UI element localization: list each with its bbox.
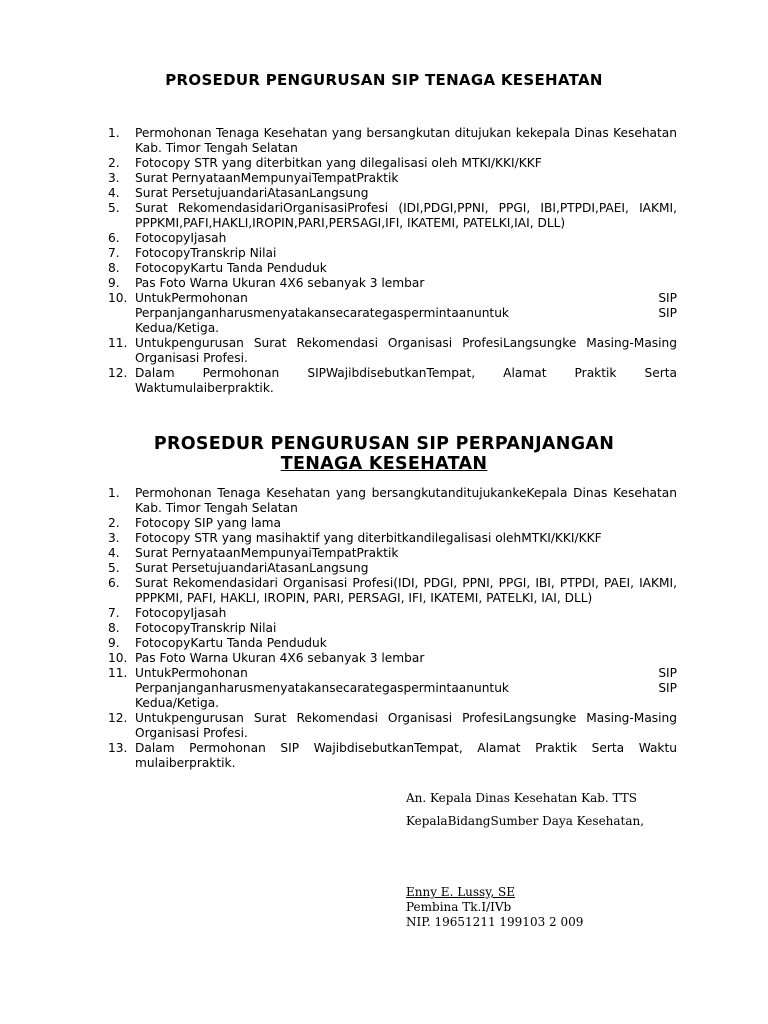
item-line (135, 306, 677, 321)
item-text: Dalam Permohonan SIP WajibdisebutkanTempat, Alamat Praktik Serta Waktu mulaiberpraktik. (135, 741, 677, 770)
section2-title (0, 434, 768, 474)
item-text: Kedua/Ketiga. (135, 321, 220, 335)
item-text: Untukpengurusan Surat Rekomendasi Organisasi ProfesiLangsungke Masing-Masing Organisasi Profesi. (135, 711, 677, 740)
item-text: Perpanjanganharusmenyatakansecarategaspermintaanuntuk (135, 306, 509, 320)
item-number: 8. (108, 261, 120, 275)
list-item (108, 666, 677, 711)
list-item (108, 636, 677, 651)
list-item (108, 486, 677, 516)
item-number: 3. (108, 171, 120, 185)
section2-list (108, 486, 677, 771)
item-number: 11. (108, 666, 128, 680)
item-number: 10. (108, 291, 128, 305)
list-item (108, 156, 677, 171)
item-number: 7. (108, 606, 120, 620)
item-text: SIP (658, 291, 677, 305)
item-text: FotocopyIjasah (135, 606, 227, 620)
list-item (108, 276, 677, 291)
item-text: Permohonan Tenaga Kesehatan yang bersangkutan ditujukan kekepala Dinas Kesehatan Kab. Timor Tengah Selatan (135, 126, 677, 155)
item-text: SIP (658, 681, 677, 695)
item-number: 7. (108, 246, 120, 260)
list-item (108, 336, 677, 366)
item-text: FotocopyKartu Tanda Penduduk (135, 636, 327, 650)
item-text: FotocopyKartu Tanda Penduduk (135, 261, 327, 275)
item-text: Permohonan Tenaga Kesehatan yang bersangkutanditujukankeKepala Dinas Kesehatan Kab. Timor Tengah Selatan (135, 486, 677, 515)
item-number: 3. (108, 531, 120, 545)
item-text: Surat PersetujuandariAtasanLangsung (135, 561, 369, 575)
item-number: 9. (108, 636, 120, 650)
list-item (108, 246, 677, 261)
list-item (108, 261, 677, 276)
item-number: 2. (108, 516, 120, 530)
list-item (108, 621, 677, 636)
item-number: 6. (108, 231, 120, 245)
item-text: Fotocopy STR yang masihaktif yang diterbitkandilegalisasi olehMTKI/KKI/KKF (135, 531, 602, 545)
item-text: Pas Foto Warna Ukuran 4X6 sebanyak 3 lembar (135, 651, 425, 665)
list-item (108, 606, 677, 621)
list-item (108, 201, 677, 231)
item-line (135, 666, 677, 681)
item-number: 1. (108, 486, 120, 500)
list-item (108, 546, 677, 561)
item-text: FotocopyTranskrip Nilai (135, 621, 277, 635)
signatory-rank: Pembina Tk.I/IVb (406, 900, 512, 914)
item-text: SIP (658, 306, 677, 320)
item-number: 9. (108, 276, 120, 290)
item-line (135, 291, 677, 306)
list-item (108, 171, 677, 186)
list-item (108, 186, 677, 201)
list-item (108, 516, 677, 531)
item-text: UntukPermohonan (135, 291, 248, 305)
item-number: 5. (108, 561, 120, 575)
signature-block (406, 885, 583, 930)
item-text: Kedua/Ketiga. (135, 696, 220, 710)
item-number: 12. (108, 366, 128, 380)
item-text: Surat PernyataanMempunyaiTempatPraktik (135, 546, 399, 560)
signatory-nip: NIP. 19651211 199103 2 009 (406, 915, 584, 929)
item-text: Surat RekomendasidariOrganisasiProfesi (IDI,PDGI,PPNI, PPGI, IBI,PTPDI,PAEI, IAKMI, PPPKMI,PAFI,HAKLI,IROPIN,PARI,PERSAGI,IFI, IKATEMI, PATELKI,IAI, DLL) (135, 201, 677, 230)
signatory-name: Enny E. Lussy, SE (406, 885, 516, 899)
item-text: Surat PernyataanMempunyaiTempatPraktik (135, 171, 399, 185)
signature-line2: KepalaBidangSumber Daya Kesehatan, (406, 814, 645, 828)
item-text: Dalam Permohonan SIPWajibdisebutkanTempat, Alamat Praktik Serta Waktumulaiberpraktik. (135, 366, 677, 395)
item-text: Perpanjanganharusmenyatakansecarategaspermintaanuntuk (135, 681, 509, 695)
section1-title: PROSEDUR PENGURUSAN SIP TENAGA KESEHATAN (165, 71, 603, 89)
item-text: Fotocopy SIP yang lama (135, 516, 282, 530)
item-text: Surat PersetujuandariAtasanLangsung (135, 186, 369, 200)
list-item (108, 561, 677, 576)
item-number: 6. (108, 576, 120, 590)
item-number: 12. (108, 711, 128, 725)
item-number: 5. (108, 201, 120, 215)
signature-line1: An. Kepala Dinas Kesehatan Kab. TTS (406, 791, 638, 805)
list-item (108, 531, 677, 546)
list-item (108, 576, 677, 606)
item-number: 4. (108, 546, 120, 560)
signature-header (406, 790, 644, 836)
list-item (108, 126, 677, 156)
item-line (135, 681, 677, 696)
list-item (108, 231, 677, 246)
item-number: 2. (108, 156, 120, 170)
item-number: 11. (108, 336, 128, 350)
item-number: 10. (108, 651, 128, 665)
section1-list (108, 126, 677, 396)
section2-title-line2: TENAGA KESEHATAN (280, 454, 488, 474)
item-text: Untukpengurusan Surat Rekomendasi Organisasi ProfesiLangsungke Masing-Masing Organisasi Profesi. (135, 336, 677, 365)
list-item (108, 291, 677, 336)
item-text: Pas Foto Warna Ukuran 4X6 sebanyak 3 lembar (135, 276, 425, 290)
item-text: Surat Rekomendasidari Organisasi Profesi(IDI, PDGI, PPNI, PPGI, IBI, PTPDI, PAEI, IAKMI, PPPKMI, PAFI, HAKLI, IROPIN, PARI, PERSAGI, IFI, IKATEMI, PATELKI, IAI, DLL) (135, 576, 677, 605)
item-text: SIP (658, 666, 677, 680)
item-text: FotocopyTranskrip Nilai (135, 246, 277, 260)
list-item (108, 711, 677, 741)
item-text: UntukPermohonan (135, 666, 248, 680)
item-text: Fotocopy STR yang diterbitkan yang dilegalisasi oleh MTKI/KKI/KKF (135, 156, 542, 170)
item-number: 8. (108, 621, 120, 635)
item-number: 4. (108, 186, 120, 200)
section2-title-line1: PROSEDUR PENGURUSAN SIP PERPANJANGAN (153, 434, 615, 454)
item-number: 13. (108, 741, 128, 755)
item-text: FotocopyIjasah (135, 231, 227, 245)
list-item (108, 741, 677, 771)
item-number: 1. (108, 126, 120, 140)
list-item (108, 366, 677, 396)
list-item (108, 651, 677, 666)
